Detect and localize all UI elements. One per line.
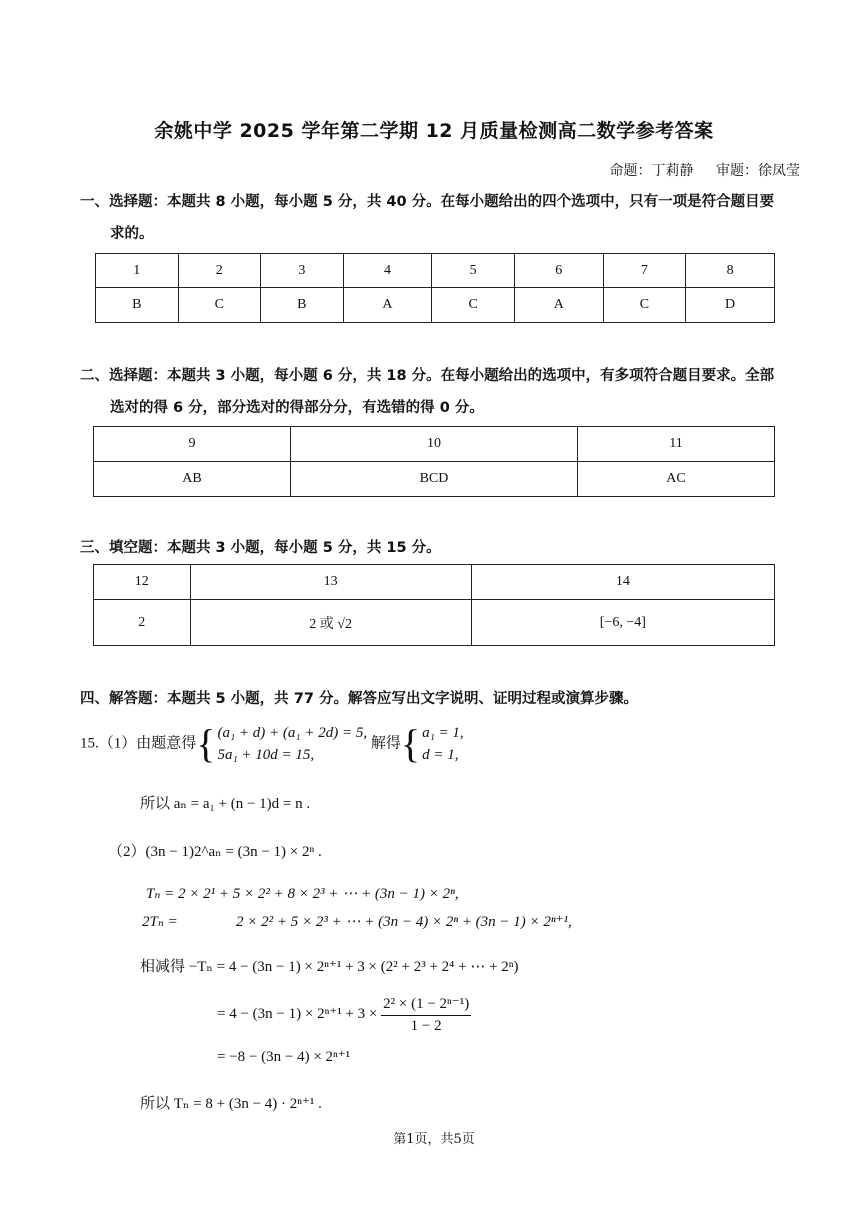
table-cell: 14 bbox=[471, 565, 774, 600]
table-cell: 13 bbox=[190, 565, 471, 600]
proposer: 命题：丁莉静 bbox=[609, 163, 694, 179]
fraction bbox=[381, 994, 471, 1035]
table-cell: 2 bbox=[178, 254, 261, 288]
section2-line2: 选对的得 6 分，部分选对的得部分分，有选错的得 0 分。 bbox=[110, 400, 484, 416]
authors bbox=[610, 160, 800, 180]
table-answer-row bbox=[94, 462, 775, 497]
table-header-row bbox=[96, 254, 775, 288]
fraction-denominator: 1 − 2 bbox=[410, 1018, 442, 1034]
table-cell: BCD bbox=[291, 462, 578, 497]
equation-system bbox=[217, 722, 367, 766]
equation-step1 bbox=[217, 994, 471, 1035]
table-cell: 2 或 √2 bbox=[190, 600, 471, 646]
equation-subtract: 相减得 −Tₙ = 4 − (3n − 1) × 2ⁿ⁺¹ + 3 × (2² + 2³ + 2⁴ + ⋯ + 2ⁿ) bbox=[140, 959, 519, 975]
solve-label: 解得 bbox=[370, 735, 401, 752]
table-cell: D bbox=[686, 288, 775, 323]
table-cell: 5 bbox=[432, 254, 515, 288]
equation-step2: = −8 − (3n − 4) × 2ⁿ⁺¹ bbox=[217, 1049, 351, 1065]
q15-part1 bbox=[80, 722, 464, 766]
table-cell: AC bbox=[577, 462, 774, 497]
q15-part2-line1: （2）(3n − 1)2^aₙ = (3n − 1) × 2ⁿ . bbox=[108, 844, 322, 860]
table-cell: 1 bbox=[96, 254, 179, 288]
equation: 5a₁ + 10d = 15, bbox=[217, 747, 315, 763]
table-cell: 2 bbox=[94, 600, 191, 646]
table-cell: C bbox=[603, 288, 686, 323]
section4-line1: 四、解答题：本题共 5 小题，共 77 分。解答应写出文字说明、证明过程或演算步骤。 bbox=[80, 691, 638, 707]
section3-answer-table bbox=[93, 564, 775, 646]
section3-instructions bbox=[80, 532, 792, 564]
equation-2tn-rhs: 2 × 2² + 5 × 2³ + ⋯ + (3n − 4) × 2ⁿ + (3n − 1) × 2ⁿ⁺¹, bbox=[236, 914, 572, 930]
section3-line1: 三、填空题：本题共 3 小题，每小题 5 分，共 15 分。 bbox=[80, 540, 441, 556]
table-cell: 9 bbox=[94, 427, 291, 462]
table-cell: B bbox=[261, 288, 344, 323]
table-cell: [−6, −4] bbox=[471, 600, 774, 646]
table-cell: C bbox=[432, 288, 515, 323]
table-answer-row bbox=[94, 600, 775, 646]
table-cell: B bbox=[96, 288, 179, 323]
section2-answer-table bbox=[93, 426, 775, 497]
left-brace-icon: { bbox=[400, 721, 421, 766]
q15-part2-result: 所以 Tₙ = 8 + (3n − 4) · 2ⁿ⁺¹ . bbox=[140, 1096, 322, 1112]
reviewer: 审题：徐凤莹 bbox=[716, 163, 800, 179]
table-cell: 4 bbox=[343, 254, 432, 288]
table-cell: 10 bbox=[291, 427, 578, 462]
table-cell: 6 bbox=[514, 254, 603, 288]
step1-prefix: = 4 − (3n − 1) × 2ⁿ⁺¹ + 3 × bbox=[217, 1005, 378, 1022]
table-cell: 8 bbox=[686, 254, 775, 288]
table-cell: A bbox=[514, 288, 603, 323]
page-title: 余姚中学 2025 学年第二学期 12 月质量检测高二数学参考答案 bbox=[154, 120, 714, 142]
equation: d = 1, bbox=[422, 747, 459, 763]
q15-part1-result: 所以 aₙ = a₁ + (n − 1)d = n . bbox=[140, 796, 311, 812]
equation-2tn-lhs: 2Tₙ = bbox=[142, 914, 178, 930]
section1-line1: 一、选择题：本题共 8 小题，每小题 5 分，共 40 分。在每小题给出的四个选项中，只有一项是符合题目要 bbox=[80, 194, 775, 210]
table-cell: A bbox=[343, 288, 432, 323]
table-cell: AB bbox=[94, 462, 291, 497]
fraction-numerator: 2² × (1 − 2ⁿ⁻¹) bbox=[381, 994, 471, 1016]
solution-system bbox=[422, 722, 464, 766]
section2-instructions bbox=[80, 360, 792, 424]
equation: a₁ = 1, bbox=[422, 725, 464, 741]
equation-tn: Tₙ = 2 × 2¹ + 5 × 2² + 8 × 2³ + ⋯ + (3n − 1) × 2ⁿ, bbox=[146, 886, 459, 902]
equation: (a₁ + d) + (a₁ + 2d) = 5, bbox=[217, 725, 368, 741]
section2-line1: 二、选择题：本题共 3 小题，每小题 6 分，共 18 分。在每小题给出的选项中，有多项符合题目要求。全部 bbox=[80, 368, 775, 384]
table-header-row bbox=[94, 427, 775, 462]
table-cell: 3 bbox=[261, 254, 344, 288]
left-brace-icon: { bbox=[196, 721, 216, 766]
q15-label: 15.（1）由题意得 bbox=[80, 735, 197, 752]
section4-instructions bbox=[80, 683, 792, 715]
table-cell: 7 bbox=[603, 254, 686, 288]
table-header-row bbox=[94, 565, 775, 600]
table-cell: 11 bbox=[577, 427, 774, 462]
page-footer: 第1页，共5页 bbox=[393, 1132, 475, 1147]
section1-answer-table bbox=[95, 253, 775, 323]
table-cell: C bbox=[178, 288, 261, 323]
table-cell: 12 bbox=[94, 565, 191, 600]
table-answer-row bbox=[96, 288, 775, 323]
section1-instructions bbox=[80, 186, 792, 250]
section1-line2: 求的。 bbox=[110, 226, 154, 242]
